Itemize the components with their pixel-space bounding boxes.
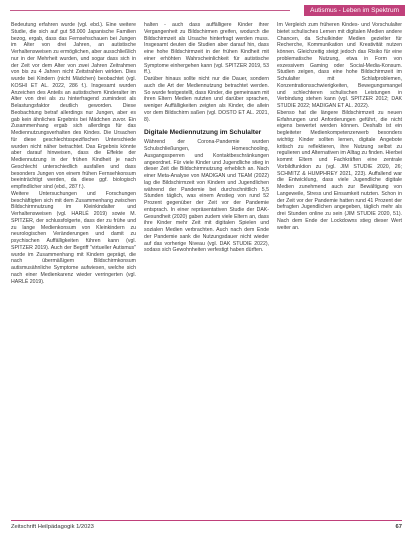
paragraph: Weitere Untersuchungen und Forschungen beschäftigten sich mit dem Zusammenhang zwischen Bildschirmnutzung im Kleinkindalter und Verhaltensweisen (vgl. HARLÉ 2019) sowie M. SPITZER, der schlussfolgerte, dass der zu frühe und zu lange Medienkonsum von Kleinkindern zu neurologischen Veränderungen und damit zu psychischen Auffälligkeiten führen kann (vgl. SPITZER 2019). Auch der Begriff "virtueller Autismus" wurde im Zusammenhang mit Kindern geprägt, die nach übermäßigem Bildschirmkonsum autismusähnliche Symptome aufwiesen, welche sich nach einer Medienkarenz wieder verringerten (vgl. HARLÉ 2019).: [11, 190, 136, 285]
page-footer: [11, 520, 402, 533]
paragraph: Während der Corona-Pandemie wurden Schulschließungen, Homeschooling, Ausgangssperren und Kontaktbeschränkungen angeordnet. Für viele Kinder und Jugendliche stieg in dieser Zeit die Bildschirmnutzung erheblich an. Nach einer Meta-Analyse von MADIGAN und TEAM (2022) lag die Bildschirmzeit von Kindern und Jugendlichen während der Pandemie bei durchschnittlich 5,5 Stunden täglich, was einem Anstieg von rund 52 Prozent gegenüber der Zeit vor der Pandemie entsprach. In einer repräsentativen Studie der DAK-Gesundheit (2020) gaben zudem viele Eltern an, dass ihre Kinder mehr Zeit mit digitalen Spielen und sozialen Medien verbrachten. Auch nach dem Ende der Pandemie sank die Nutzungsdauer nicht wieder auf das vorherige Niveau (vgl. DAK STUDIE 2022), sodass sich Gewohnheiten verfestigt haben dürften.: [144, 139, 269, 254]
running-header: [0, 5, 413, 16]
text-column-middle: [144, 22, 269, 517]
text-column-right: [277, 22, 402, 517]
journal-name: Zeitschrift Heilpädagogik 1/2023: [11, 524, 94, 530]
section-heading: Digitale Mediennutzung im Schulalter: [144, 129, 262, 137]
paragraph: Darüber hinaus sollte nicht nur die Dauer, sondern auch die Art der Mediennutzung betrachtet werden. So wurde festgestellt, dass Kinder, die gemeinsam mit ihren Eltern Medien nutzten und darüber sprachen, weniger Auffälligkeiten zeigten als Kinder, die allein vor dem Bildschirm saßen (vgl. DOSTO ET AL. 2021, 8).: [144, 76, 269, 123]
header-rule: [10, 10, 290, 11]
paragraph: Im Vergleich zum früheren Kindes- und Vorschulalter bietet schulisches Lernen mit digitalen Medien andere Chancen, da Schulkinder Medien gezielter für Recherche, Kommunikation und Kreativität nutzen können. Gleichzeitig steigt jedoch das Risiko für eine problematische Nutzung, etwa in Form von exzessivem Gaming oder Social-Media-Konsum. Studien zeigen, dass eine hohe Bildschirmzeit im Schulalter mit Schlafproblemen, Konzentrationsschwierigkeiten, Bewegungsmangel und schlechteren schulischen Leistungen in Verbindung stehen kann (vgl. SPITZER 2012; DAK STUDIE 2022; MADIGAN ET AL. 2022).: [277, 22, 402, 109]
paragraph: Ebenso hat die längere Bildschirmzeit zu neuen Erfahrungen und Anforderungen geführt, die nicht eigens bewertet werden können. Deshalb ist ein begleiteter Medienkompetenzerwerb besonders wichtig: Kinder sollten lernen, digitale Angebote kritisch zu reflektieren, ihre Nutzung selbst zu regulieren und Alternativen im Alltag zu finden. Hierbei kommt Eltern und Fachkräften eine zentrale Vorbildfunktion zu (vgl. JIM STUDIE 2020, 26; SCHMITZ & HUMPHREY 2021, 223). Auffallend war die Entwicklung, dass viele Jugendliche digitale Medien zunehmend auch zur Bewältigung von Langeweile, Stress und Einsamkeit nutzten. Schon in der Zeit vor der Pandemie hatten rund 41 Prozent der befragten Jugendlichen angegeben, täglich mehr als drei Stunden online zu sein (JIM STUDIE 2020, 51). Nach dem Ende der Lockdowns stieg dieser Wert weiter an.: [277, 109, 402, 231]
text-column-left: [11, 22, 136, 517]
paragraph: halten - auch dass auffälligere Kinder ihrer Vergangenheit zu Bildschirmen greifen, wodurch die Bildschirmzeit als Ursache hinterfragt werden muss. Insgesamt deuten die Studien aber darauf hin, dass eine hohe Bildschirmzeit in der frühen Kindheit mit einer erhöhten Wahrscheinlichkeit für autistische Symptome einhergehen kann (vgl. SPITZER 2019, 53 ff.).: [144, 22, 269, 76]
paragraph: Bedeutung erfahren wurde (vgl. ebd.). Eine weitere Studie, die sich auf gut 58.000 Japanische Familien bezog, ergab, dass das Fernsehschauen bei Jungen im Alter von drei Jahren, an autistische Verhaltensweisen zu ermöglichen, aber ausschließlich nur in der Mehrheit wurden, und sogar dass sich in der Zeit vor dem Alter von zwei Jahren Zeitrahmen von bis zu 4 Jahren nicht Zeitstrahlen wirkten. Dies wurde bei Kindern (nicht Mädchen) beobachtet (vgl. KOSHI ET AL. 2022, 286 f.). Insgesamt wurden Anzeichen des Anteils an autistischem Kinderalter im Alter von drei als zu hinterfragend zumindest als Belastungsfaktor deutlich geworden. Diese Beobachtung betraf allerdings nur Jungen, aber es gab kein ähnliches Ergebnis bei Mädchen zuvor. Ein Zusammenhang ergab sich allerdings für das Mediennutzungsverhalten des Kindes. Die Ursachen für diese geschlechtsspezifischen Unterschiede wurden nicht näher betrachtet. Das Ergebnis könnte aber darauf hinweisen, dass die Effekte der Mediennutzung in der frühen Kindheit je nach Geschlecht unterschiedlich ausfallen und dass besonders Jungen von einem frühen Fernsehkonsum beeinträchtigt werden, da diese ggf. biologisch empfindlicher sind (ebd., 287 f.).: [11, 22, 136, 190]
section-tab: Autismus - Leben im Spektrum: [304, 5, 405, 16]
page-number: 67: [395, 524, 402, 530]
